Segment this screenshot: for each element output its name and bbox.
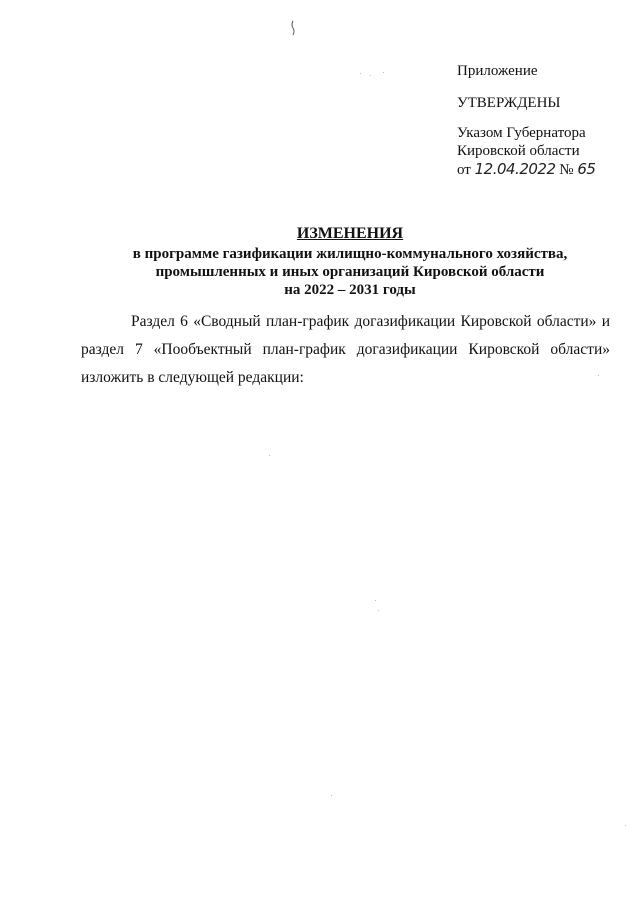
approved-label: УТВЕРЖДЕНЫ bbox=[457, 95, 561, 111]
handwritten-number: 65 bbox=[577, 160, 596, 178]
decree-date-line bbox=[457, 160, 627, 179]
scan-speck bbox=[375, 600, 376, 601]
body-paragraph-text: Раздел 6 «Сводный план-график догазификации Кировской области» и раздел 7 «Пообъектный план-график догазификации Кировской области» изложить в следующей редакции: bbox=[81, 313, 610, 386]
handwritten-date: 12.04.2022 bbox=[474, 160, 556, 178]
scan-speck bbox=[331, 795, 332, 796]
date-prefix: от bbox=[457, 162, 471, 178]
scan-speck bbox=[625, 825, 626, 826]
decree-line-1: Указом Губернатора bbox=[457, 125, 586, 141]
scan-speck bbox=[598, 375, 599, 376]
approval-stamp-block bbox=[457, 62, 627, 179]
scan-speck bbox=[370, 75, 371, 76]
title-line-2: промышленных и иных организаций Кировской области bbox=[155, 264, 545, 280]
scan-speck bbox=[378, 610, 379, 611]
body-paragraph bbox=[81, 308, 610, 392]
title-line-1: в программе газификации жилищно-коммунального хозяйства, bbox=[132, 246, 568, 262]
document-title bbox=[80, 225, 620, 299]
appendix-label: Приложение bbox=[457, 63, 538, 79]
scan-speck bbox=[269, 455, 270, 456]
scan-mark bbox=[290, 20, 296, 36]
decree-line-2: Кировской области bbox=[457, 143, 580, 159]
title-main: ИЗМЕНЕНИЯ bbox=[296, 225, 404, 242]
title-line-3: на 2022 – 2031 годы bbox=[284, 282, 416, 298]
number-prefix: № bbox=[559, 162, 574, 178]
scan-speck bbox=[383, 72, 384, 73]
scan-speck bbox=[360, 73, 361, 74]
